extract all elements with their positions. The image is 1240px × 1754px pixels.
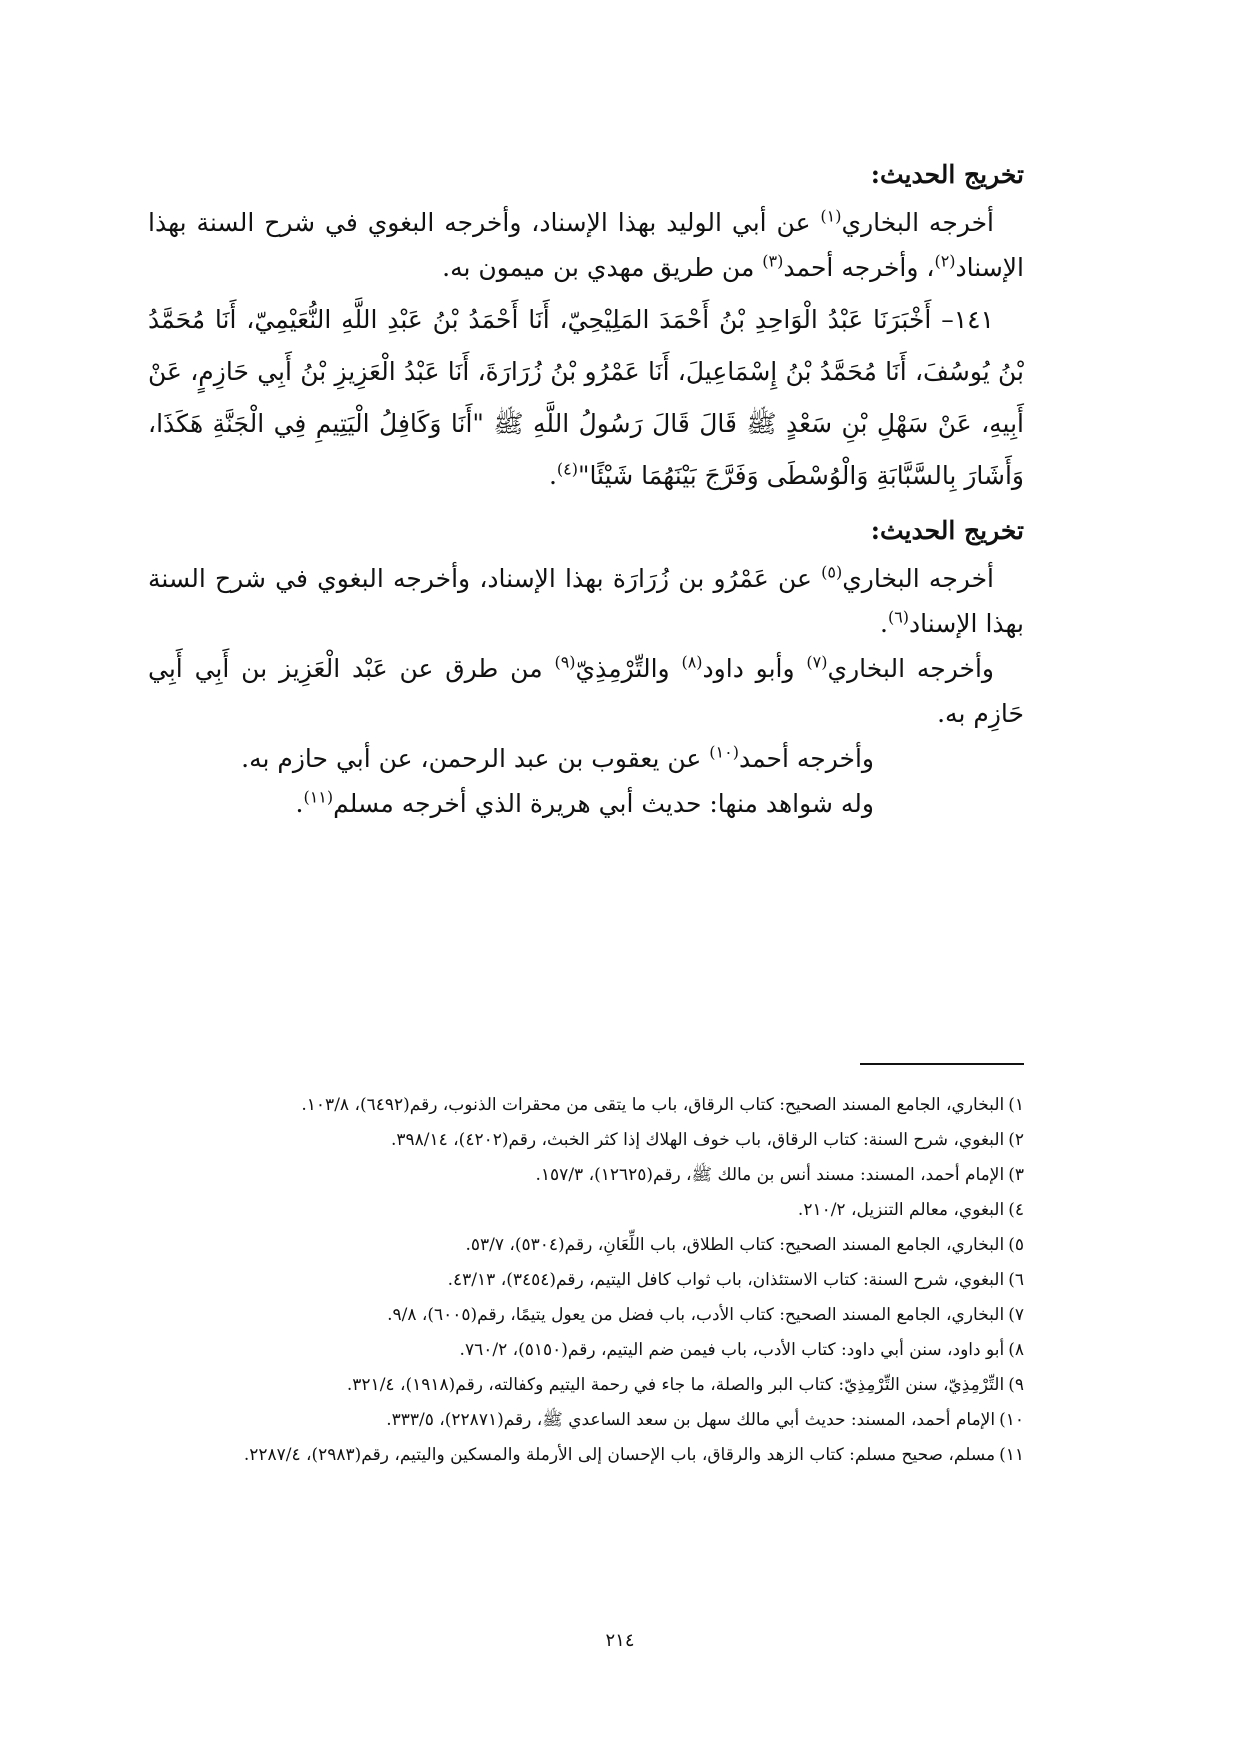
text-segment: والتِّرْمِذِيّ <box>575 654 682 683</box>
footnote-text: أبو داود، سنن أبي داود: كتاب الأدب، باب فيمن ضم اليتيم، رقم(٥١٥٠)، ٧٦٠/٢. <box>459 1340 1005 1360</box>
footnote-2 <box>150 1123 1024 1158</box>
text-segment: وله شواهد منها: حديث أبي هريرة الذي أخرجه مسلم <box>333 789 874 818</box>
footnote-reference: (٦) <box>887 607 910 627</box>
footnote-reference: (٢) <box>934 251 956 271</box>
footnote-number: ١٠) <box>999 1410 1024 1430</box>
text-segment: من طريق مهدي بن ميمون به. <box>442 253 763 282</box>
text-segment: عن يعقوب بن عبد الرحمن، عن أبي حازم به. <box>241 744 710 773</box>
text-segment: وأخرجه البخاري <box>827 654 994 683</box>
footnote-reference: (٩) <box>554 652 576 672</box>
footnote-text: البغوي، شرح السنة: كتاب الاستئذان، باب ثواب كافل اليتيم، رقم(٣٤٥٤)، ٤٣/١٣. <box>447 1270 1005 1290</box>
footnote-text: التِّرْمِذِيّ، سنن التِّرْمِذِيّ: كتاب البر والصلة، ما جاء في رحمة اليتيم وكفالته، رقم(١٩١٨)، ٣٢١/٤. <box>346 1375 1005 1395</box>
text-segment: عن أبي الوليد بهذا الإسناد، وأخرجه البغوي في شرح السنة بهذا الإسناد <box>148 208 1024 282</box>
footnote-reference: (٥) <box>821 562 843 582</box>
hadith-text <box>148 294 1024 502</box>
footnote-text: الإمام أحمد، المسند: مسند أنس بن مالك ﷺ، رقم(١٢٦٢٥)، ١٥٧/٣. <box>535 1165 1005 1185</box>
footnote-3 <box>150 1158 1024 1193</box>
footnote-7 <box>150 1298 1024 1333</box>
text-segment: ١٤١– أَخْبَرَنَا عَبْدُ الْوَاحِدِ بْنُ أَحْمَدَ المَلِيْحِيّ، أَنَا أَحْمَدُ بْنُ عَبْدِ اللَّهِ النُّعَيْمِيّ، أَنَا مُحَمَّدُ بْنُ يُوسُفَ، أَنَا مُحَمَّدُ بْنُ إِسْمَاعِيلَ، أَنَا عَمْرُو بْنُ زُرَارَةَ، أَنَا عَبْدُ الْعَزِيزِ بْنُ أَبِي حَازِمٍ، عَنْ أَبِيهِ، عَنْ سَهْلِ بْنِ سَعْدٍ ﷺ قَالَ قَالَ رَسُولُ اللَّهِ ﷺ "أَنَا وَكَافِلُ الْيَتِيمِ فِي الْجَنَّةِ هَكَذَا، وَأَشَارَ بِالسَّبَّابَةِ وَالْوُسْطَى وَفَرَّجَ بَيْنَهُمَا شَيْئًا" <box>148 305 1024 490</box>
footnote-1 <box>150 1088 1024 1123</box>
footnote-text: البخاري، الجامع المسند الصحيح: كتاب الأدب، باب فضل من يعول يتيمًا، رقم(٦٠٠٥)، ٩/٨. <box>387 1305 1005 1325</box>
footnote-number: ١١) <box>999 1445 1024 1465</box>
text-segment: ، وأخرجه أحمد <box>783 253 935 282</box>
footnote-5 <box>150 1228 1024 1263</box>
takhrij-paragraph-3 <box>148 646 1024 736</box>
text-segment: . <box>295 789 304 818</box>
footnote-number: ٧) <box>1008 1305 1024 1325</box>
footnote-reference: (١١) <box>303 787 334 807</box>
text-segment: . <box>548 461 557 490</box>
footnote-11 <box>150 1438 1024 1473</box>
footnote-4 <box>150 1193 1024 1228</box>
footnote-6 <box>150 1263 1024 1298</box>
text-segment: . <box>880 609 888 638</box>
takhrij-paragraph-4 <box>148 736 1024 781</box>
footnote-reference: (٨) <box>681 652 703 672</box>
text-segment: عن عَمْرُو بن زُرَارَة بهذا الإسناد، وأخرجه البغوي في شرح السنة بهذا الإسناد <box>148 564 1024 638</box>
footnote-10 <box>150 1403 1024 1438</box>
text-segment: أخرجه البخاري <box>842 564 994 593</box>
footnote-number: ٥) <box>1008 1235 1024 1255</box>
text-segment: من طرق عن عَبْد الْعَزِيز بن أَبِي أَبِي حَازِم به. <box>148 654 1024 728</box>
footnote-text: البخاري، الجامع المسند الصحيح: كتاب الرقاق، باب ما يتقى من محقرات الذنوب، رقم(٦٤٩٢)، ١٠٣/٨. <box>301 1095 1005 1115</box>
footnote-text: البغوي، معالم التنزيل، ٢١٠/٢. <box>797 1200 1005 1220</box>
footnote-number: ٢) <box>1008 1130 1024 1150</box>
section-heading-1: تخريج الحديث: <box>870 160 1024 189</box>
footnote-reference: (٧) <box>806 652 828 672</box>
footnote-number: ١) <box>1008 1095 1024 1115</box>
footnote-number: ٦) <box>1008 1270 1024 1290</box>
text-segment: وأخرجه أحمد <box>738 744 874 773</box>
footnote-reference: (١) <box>820 206 842 226</box>
footnote-text: مسلم، صحيح مسلم: كتاب الزهد والرقاق، باب الإحسان إلى الأرملة والمسكين واليتيم، رقم(٢٩٨٣)، ٢٢٨٧/٤. <box>243 1445 996 1465</box>
main-text <box>148 150 1024 826</box>
footnote-text: الإمام أحمد، المسند: حديث أبي مالك سهل بن سعد الساعدي ﷺ، رقم(٢٢٨٧١)، ٣٣٣/٥. <box>386 1410 996 1430</box>
takhrij-paragraph-1 <box>148 200 1024 290</box>
footnote-number: ٩) <box>1008 1375 1024 1395</box>
footnote-8 <box>150 1333 1024 1368</box>
page-number: ٢١٤ <box>605 1630 635 1651</box>
footnote-reference: (١٠) <box>709 742 739 762</box>
footnote-text: البخاري، الجامع المسند الصحيح: كتاب الطلاق، باب اللِّعَانِ، رقم(٥٣٠٤)، ٥٣/٧. <box>465 1235 1005 1255</box>
takhrij-paragraph-5 <box>148 781 1024 826</box>
section-heading-2: تخريج الحديث: <box>870 516 1024 545</box>
footnote-reference: (٤) <box>556 459 578 479</box>
text-segment: وأبو داود <box>702 654 807 683</box>
footnote-number: ٤) <box>1008 1200 1024 1220</box>
footnote-9 <box>150 1368 1024 1403</box>
takhrij-paragraph-2 <box>148 556 1024 646</box>
footnote-number: ٣) <box>1008 1165 1024 1185</box>
text-segment: أخرجه البخاري <box>841 208 994 237</box>
footnotes-list <box>150 1088 1024 1473</box>
footnote-text: البغوي، شرح السنة: كتاب الرقاق، باب خوف الهلاك إذا كثر الخبث، رقم(٤٢٠٢)، ٣٩٨/١٤. <box>390 1130 1005 1150</box>
footnote-separator <box>860 1063 1024 1065</box>
footnote-number: ٨) <box>1008 1340 1024 1360</box>
footnote-reference: (٣) <box>762 251 784 271</box>
